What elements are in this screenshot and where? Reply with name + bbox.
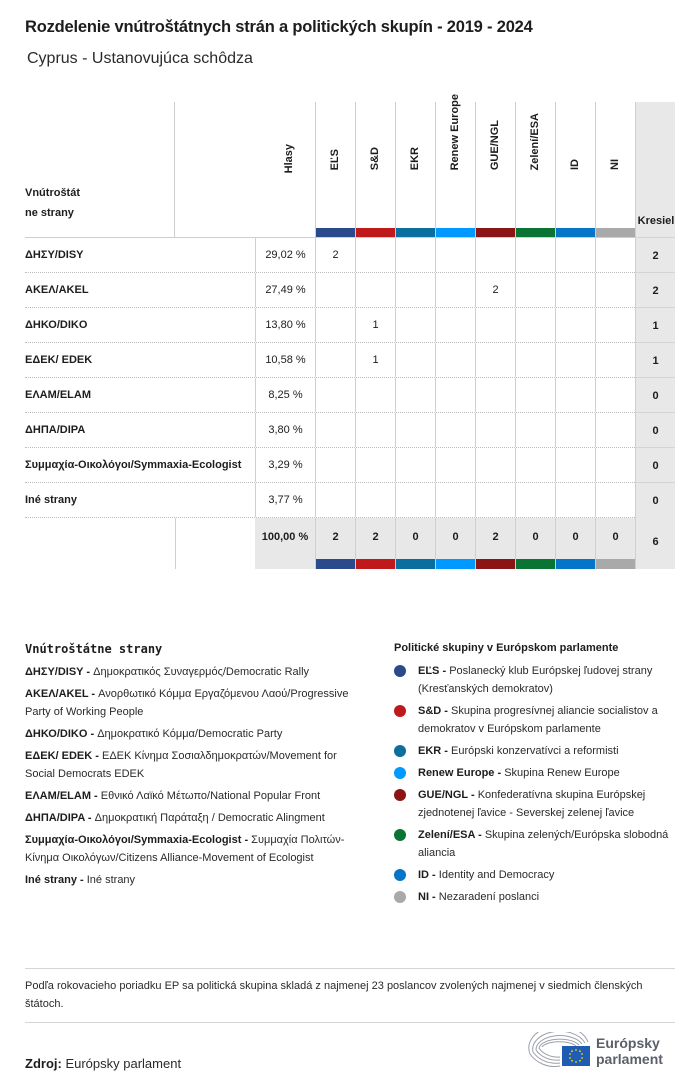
table-row: [25, 343, 675, 378]
group-header-els: EĽS: [315, 102, 355, 237]
group-total-sd: 2: [355, 518, 395, 569]
seat-cell: [355, 273, 395, 307]
seat-cell: [435, 238, 475, 272]
seat-cell: [355, 238, 395, 272]
seat-cell: [475, 238, 515, 272]
national-parties-legend: [25, 642, 365, 893]
divider: [25, 968, 675, 969]
party-name: ΕΔΕΚ/ EDEK: [25, 354, 93, 366]
seat-cell: [475, 378, 515, 412]
group-total-gue: 2: [475, 518, 515, 569]
seat-total: 2: [635, 272, 675, 308]
legend-title: Vnútroštátne strany: [25, 642, 163, 656]
table-row: [25, 448, 675, 483]
footnote: Podľa rokovacieho poriadku EP sa politická skupina skladá z najmenej 23 poslancov zvolených najmenej v siedmich členských štátoch.: [25, 980, 643, 1010]
seats-column-header: Kresiel: [635, 102, 675, 237]
group-header-sd: S&D: [355, 102, 395, 237]
seat-cell: [435, 308, 475, 342]
group-header-ekr: EKR: [395, 102, 435, 237]
seat-cell: [555, 238, 595, 272]
seat-total: 0: [635, 377, 675, 413]
legend-item: Iné strany - Iné strany: [25, 874, 136, 886]
seat-cell: [395, 378, 435, 412]
seat-cell: [315, 308, 355, 342]
group-total-renew: 0: [435, 518, 475, 569]
group-color-bar: [476, 559, 515, 569]
table-row: [25, 378, 675, 413]
party-name: Συμμαχία-Οικολόγοι/Symmaxia-Ecologist: [25, 459, 242, 471]
group-color-bar: [596, 559, 635, 569]
seat-cell: [435, 413, 475, 447]
group-color-bar: [356, 228, 395, 237]
color-dot-icon: [394, 789, 406, 801]
seat-total: 0: [635, 482, 675, 518]
seat-cell: [555, 413, 595, 447]
seat-cell: [475, 448, 515, 482]
party-votes: 3,80 %: [255, 413, 315, 447]
legend-item: ΔΗΚΟ/DIKO - Δημοκρατικό Κόμμα/Democratic Party: [25, 728, 283, 740]
seat-cell: [315, 378, 355, 412]
color-dot-icon: [394, 869, 406, 881]
seat-cell: [315, 343, 355, 377]
group-color-bar: [476, 228, 515, 237]
seat-cell: [395, 238, 435, 272]
seat-cell: [515, 448, 555, 482]
legend-item: EĽS - Poslanecký klub Európskej ľudovej strany (Kresťanských demokratov): [394, 662, 684, 698]
party-votes: 8,25 %: [255, 378, 315, 412]
seat-cell: [315, 413, 355, 447]
seat-cell: [395, 448, 435, 482]
seat-cell: [475, 413, 515, 447]
seat-total: 1: [635, 307, 675, 343]
legend-item: Συμμαχία-Οικολόγοι/Symmaxia-Ecologist - Συμμαχία Πολιτών-Κίνημα Οικολόγων/Citizens Alliance-Movement of Ecologist: [25, 834, 345, 864]
party-name: ΔΗΣΥ/DISY: [25, 249, 84, 261]
table-row: [25, 483, 675, 518]
group-header-renew: Renew Europe: [435, 102, 475, 237]
seat-cell: [315, 273, 355, 307]
group-color-bar: [396, 559, 435, 569]
seat-cell: [595, 308, 635, 342]
seat-cell: [555, 483, 595, 517]
legend-item: Renew Europe - Skupina Renew Europe: [394, 764, 684, 782]
seat-cell: [555, 448, 595, 482]
seat-cell: [555, 273, 595, 307]
seat-cell: [555, 308, 595, 342]
color-dot-icon: [394, 745, 406, 757]
seat-cell: [355, 448, 395, 482]
seat-cell: 1: [355, 308, 395, 342]
group-color-bar: [396, 228, 435, 237]
seat-cell: 2: [475, 273, 515, 307]
legend-item: ΔΗΠΑ/DIPA - Δημοκρατική Παράταξη / Democratic Alingment: [25, 812, 325, 824]
party-votes: 3,77 %: [255, 483, 315, 517]
votes-column-header: Hlasy: [283, 144, 295, 174]
group-header-greens: Zelení/ESA: [515, 102, 555, 237]
color-dot-icon: [394, 705, 406, 717]
seat-total: 0: [635, 447, 675, 483]
european-parliament-logo: [528, 1032, 678, 1072]
seat-cell: [595, 238, 635, 272]
legend-item: NI - Nezaradení poslanci: [394, 888, 684, 906]
group-color-bar: [436, 228, 475, 237]
legend-item: ΔΗΣΥ/DISY - Δημοκρατικός Συναγερμός/Democratic Rally: [25, 666, 310, 678]
seat-cell: [595, 378, 635, 412]
page-subtitle: Cyprus - Ustanovujúca schôdza: [27, 50, 253, 67]
party-name: ΔΗΚΟ/DIKO: [25, 319, 88, 331]
seat-cell: 1: [355, 343, 395, 377]
legend-item: ID - Identity and Democracy: [394, 866, 684, 884]
legend-item: ΑΚΕΛ/AKEL - Ανορθωτικό Κόμμα Εργαζόμενου Λαού/Progressive Party of Working People: [25, 688, 349, 718]
group-total-els: 2: [315, 518, 355, 569]
seat-cell: [515, 238, 555, 272]
source-line: Zdroj: Európsky parlament: [25, 1056, 182, 1071]
legend-item: EKR - Európski konzervatívci a reformisti: [394, 742, 684, 760]
legend-title: Politické skupiny v Európskom parlamente: [394, 642, 619, 654]
group-total-greens: 0: [515, 518, 555, 569]
seat-distribution-table: [25, 93, 675, 569]
group-color-bar: [516, 559, 555, 569]
group-color-bar: [556, 228, 595, 237]
seat-cell: 2: [315, 238, 355, 272]
group-header-gue: GUE/NGL: [475, 102, 515, 237]
color-dot-icon: [394, 891, 406, 903]
table-row: [25, 308, 675, 343]
group-color-bar: [316, 559, 355, 569]
color-dot-icon: [394, 767, 406, 779]
legend-item: GUE/NGL - Konfederatívna skupina Európskej zjednotenej ľavice - Severskej zelenej ľavice: [394, 786, 684, 822]
table-row: [25, 238, 675, 273]
seat-cell: [595, 413, 635, 447]
legend-item: ΕΔΕΚ/ EDEK - ΕΔΕΚ Κίνημα Σοσιαλδημοκρατών/Movement for Social Democrats EDEK: [25, 750, 337, 780]
group-total-ekr: 0: [395, 518, 435, 569]
logo-text: Európsky parlament: [596, 1035, 663, 1067]
seat-cell: [515, 413, 555, 447]
party-votes: 3,29 %: [255, 448, 315, 482]
party-name: ΔΗΠΑ/DIPA: [25, 424, 86, 436]
total-seats: 6: [635, 518, 675, 569]
seat-cell: [595, 448, 635, 482]
table-header: [25, 93, 675, 237]
seat-cell: [395, 483, 435, 517]
seat-cell: [515, 378, 555, 412]
group-header-id: ID: [555, 102, 595, 237]
parliament-hemicycle-icon: [528, 1032, 592, 1068]
group-color-bar: [516, 228, 555, 237]
seat-cell: [355, 483, 395, 517]
seat-cell: [395, 343, 435, 377]
page-title: Rozdelenie vnútroštátnych strán a politických skupín - 2019 - 2024: [25, 18, 533, 36]
seat-total: 2: [635, 237, 675, 273]
group-color-bar: [356, 559, 395, 569]
totals-row: [25, 518, 675, 569]
group-header-ni: NI: [595, 102, 635, 237]
seat-cell: [555, 343, 595, 377]
seat-cell: [355, 378, 395, 412]
seat-cell: [435, 378, 475, 412]
seat-cell: [475, 483, 515, 517]
seat-cell: [515, 273, 555, 307]
seat-cell: [395, 308, 435, 342]
seat-cell: [395, 273, 435, 307]
seat-total: 1: [635, 342, 675, 378]
seat-cell: [435, 273, 475, 307]
group-color-bar: [596, 228, 635, 237]
party-votes: 10,58 %: [255, 343, 315, 377]
seat-cell: [515, 343, 555, 377]
legend-item: ΕΛΑΜ/ELAM - Εθνικό Λαϊκό Μέτωπο/National Popular Front: [25, 790, 321, 802]
seat-cell: [515, 308, 555, 342]
seat-cell: [355, 413, 395, 447]
table-body: [25, 237, 675, 518]
group-color-bar: [436, 559, 475, 569]
seat-cell: [515, 483, 555, 517]
group-total-id: 0: [555, 518, 595, 569]
group-color-bar: [556, 559, 595, 569]
seat-cell: [315, 483, 355, 517]
seat-cell: [435, 448, 475, 482]
seat-cell: [435, 343, 475, 377]
seat-cell: [555, 378, 595, 412]
party-name: ΕΛΑΜ/ELAM: [25, 389, 91, 401]
group-color-bar: [316, 228, 355, 237]
color-dot-icon: [394, 829, 406, 841]
party-votes: 13,80 %: [255, 308, 315, 342]
seat-cell: [395, 413, 435, 447]
seat-cell: [595, 483, 635, 517]
party-votes: 27,49 %: [255, 273, 315, 307]
divider: [25, 1022, 675, 1023]
table-row: [25, 273, 675, 308]
table-row: [25, 413, 675, 448]
political-groups-legend: [394, 642, 684, 910]
seat-cell: [315, 448, 355, 482]
legend-item: S&D - Skupina progresívnej aliancie socialistov a demokratov v Európskom parlamente: [394, 702, 684, 738]
party-name: ΑΚΕΛ/AKEL: [25, 284, 89, 296]
seat-cell: [435, 483, 475, 517]
total-votes: 100,00 %: [255, 518, 315, 569]
party-name: Iné strany: [25, 494, 77, 506]
seat-total: 0: [635, 412, 675, 448]
seat-cell: [475, 308, 515, 342]
seat-cell: [595, 273, 635, 307]
party-votes: 29,02 %: [255, 238, 315, 272]
seat-cell: [475, 343, 515, 377]
group-total-ni: 0: [595, 518, 635, 569]
column-divider: [175, 518, 176, 569]
color-dot-icon: [394, 665, 406, 677]
party-column-header: Vnútroštátne strany: [25, 102, 175, 237]
seat-cell: [595, 343, 635, 377]
legend-item: Zelení/ESA - Skupina zelených/Európska slobodná aliancia: [394, 826, 684, 862]
